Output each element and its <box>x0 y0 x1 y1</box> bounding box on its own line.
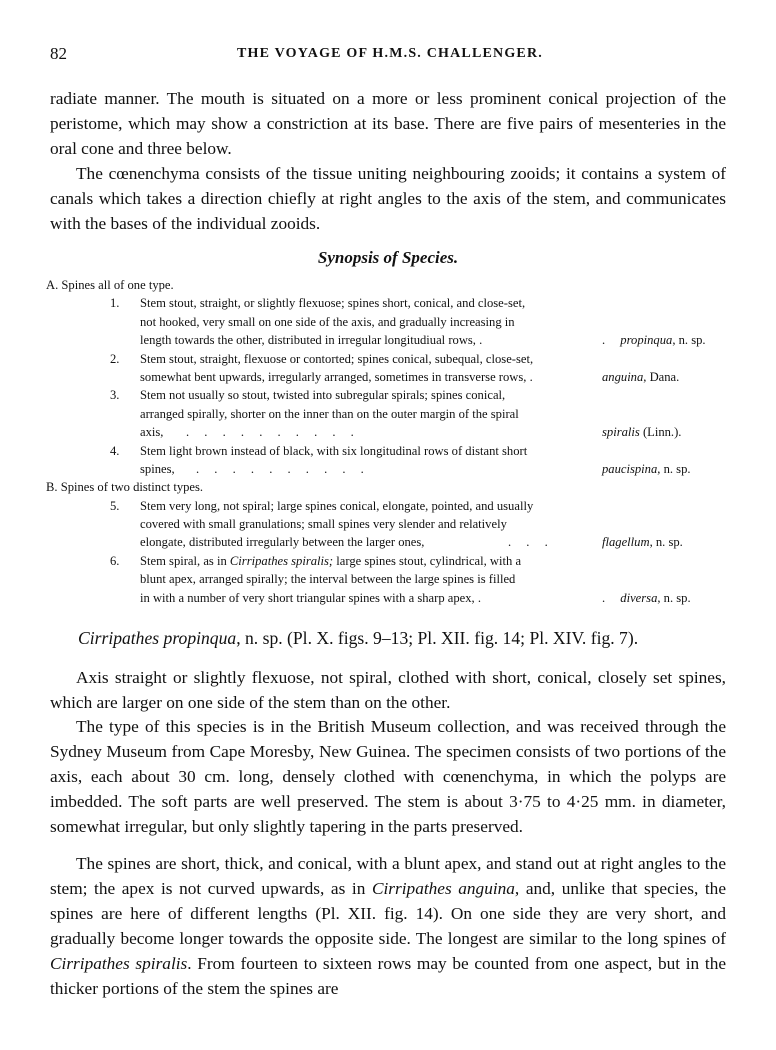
item-line: Stem light brown instead of black, with six longitudinal rows of distant short <box>140 443 528 458</box>
dot-leader: . . . . . . . . . . <box>186 425 360 440</box>
item-number: 4. <box>110 443 120 458</box>
text-run: , and, unlike that species, the spines are here of different lengths (Pl. XII. fig. 14). On one side they are very short, and gradually become longer towards the opposite side. The longest are similar to the long spines of <box>50 879 726 948</box>
species-authority: (Linn.). <box>639 425 682 440</box>
synopsis-item <box>46 386 730 441</box>
intro-paragraph-2: The cœnenchyma consists of the tissue uniting neighbouring zooids; it contains a system of canals which takes a direction chiefly at right angles to the axis of the stem, and communicates with the bases of the individual zooids. <box>50 164 726 233</box>
species-authority: , n. sp. <box>657 590 691 605</box>
description-paragraph-2: The type of this species is in the British Museum collection, and was received through the Sydney Museum from Cape Moresby, New Guinea. The specimen consists of two portions of the axis, each about 30 cm. long, densely clothed with cœnenchyma, in which the polyps are imbedded. The soft parts are well preserved. The stem is about 3·75 to 4·25 mm. in diameter, somewhat irregular, but only slightly tapering in the parts preserved. <box>50 717 726 836</box>
item-line <box>140 552 730 570</box>
species-name <box>602 533 730 551</box>
item-line: Stem stout, straight, or slightly flexuose; spines short, conical, and close-set, <box>140 296 526 311</box>
item-number: 1. <box>110 296 120 311</box>
species-epithet: paucispina <box>602 461 658 476</box>
synopsis-item <box>46 442 730 479</box>
species-heading-name: Cirripathes propinqua <box>78 628 237 648</box>
item-line-text: Stem spiral, as in <box>140 553 230 568</box>
page-number: 82 <box>50 44 67 63</box>
item-line-text: large spines stout, cylindrical, with a <box>333 553 522 568</box>
item-number: 2. <box>110 351 120 366</box>
intro-paragraph-1: radiate manner. The mouth is situated on a more or less prominent conical projection of the peristome, which may show a constriction at its base. There are five pairs of mesenteries in the oral cone and three below. <box>50 89 726 158</box>
page-header <box>50 44 730 68</box>
item-line-text: in with a number of very short triangular spines with a sharp apex, . <box>140 590 481 605</box>
species-epithet: propinqua <box>620 333 673 348</box>
item-number: 6. <box>110 553 120 568</box>
item-line: Stem stout, straight, flexuose or contorted; spines conical, subequal, close-set, <box>140 351 534 366</box>
item-line-text: axis, <box>140 425 164 440</box>
species-name <box>602 423 730 441</box>
item-line-italic: Cirripathes spiralis; <box>229 553 334 568</box>
italic-run: Cirripathes anguina <box>371 879 515 898</box>
item-line <box>140 460 730 478</box>
item-line-text: spines, <box>140 461 175 476</box>
species-epithet: diversa <box>620 590 658 605</box>
synopsis-group-a: A. Spines all of one type. <box>46 278 174 292</box>
species-name <box>602 368 730 386</box>
item-line <box>140 368 730 386</box>
item-line <box>140 589 730 607</box>
description-paragraph-1: Axis straight or slightly flexuose, not spiral, clothed with short, conical, closely set spines, which are larger on one side of the stem than on the other. <box>50 668 726 712</box>
species-epithet: flagellum <box>602 535 650 550</box>
item-line: covered with small granulations; small spines very slender and relatively <box>140 517 507 532</box>
synopsis-item <box>46 552 730 607</box>
italic-run: Cirripathes spiralis <box>50 954 188 973</box>
dot-leader: . . . <box>508 535 554 550</box>
item-line: arranged spirally, shorter on the inner than on the outer margin of the spiral <box>140 406 519 421</box>
dot-leader: . . . . . . . . . . <box>196 461 370 476</box>
synopsis-table <box>46 276 730 607</box>
species-authority: , Dana. <box>643 369 680 384</box>
species-epithet: anguina <box>602 369 644 384</box>
species-name: . diversa, n. sp. <box>602 590 691 605</box>
species-name: . propinqua, n. sp. <box>602 333 706 348</box>
item-line: Stem not usually so stout, twisted into subregular spirals; spines conical, <box>140 388 506 403</box>
text-run: . From fourteen to sixteen rows may be counted from one aspect, but in the thicker portions of the stem the spines are <box>50 954 726 998</box>
item-line-text: somewhat bent upwards, irregularly arranged, sometimes in transverse rows, . <box>140 369 533 384</box>
running-title: THE VOYAGE OF H.M.S. CHALLENGER. <box>237 46 543 61</box>
synopsis-title: Synopsis of Species. <box>317 248 459 267</box>
synopsis-group-b: B. Spines of two distinct types. <box>46 480 204 495</box>
item-line <box>140 533 730 551</box>
item-number: 3. <box>110 388 120 403</box>
synopsis-item <box>46 497 730 552</box>
species-heading <box>78 628 638 649</box>
species-epithet: spiralis <box>602 425 640 440</box>
text-run: The spines are short, thick, and conical, with a blunt apex, and stand out at right angles to the stem; the apex is not curved upwards, as in <box>50 854 726 898</box>
species-heading-rest: , n. sp. (Pl. X. figs. 9–13; Pl. XII. fig. 14; Pl. XIV. fig. 7). <box>236 628 639 648</box>
synopsis-item <box>46 350 730 387</box>
item-line: not hooked, very small on one side of the axis, and gradually increasing in <box>140 314 515 329</box>
species-name <box>602 460 730 478</box>
item-number: 5. <box>110 498 120 513</box>
item-line: Stem very long, not spiral; large spines conical, elongate, pointed, and usually <box>140 498 534 513</box>
item-line <box>140 331 730 349</box>
species-authority: , n. sp. <box>649 535 683 550</box>
item-line-text: length towards the other, distributed in irregular longitudiual rows, . <box>140 333 483 348</box>
description-paragraph-3 <box>50 851 726 1001</box>
item-line <box>140 423 730 441</box>
species-authority: , n. sp. <box>657 461 691 476</box>
synopsis-item <box>46 294 730 349</box>
item-line-text: elongate, distributed irregularly between the larger ones, <box>140 535 425 550</box>
item-line: blunt apex, arranged spirally; the interval between the large spines is filled <box>140 572 516 587</box>
species-authority: , n. sp. <box>672 333 706 348</box>
